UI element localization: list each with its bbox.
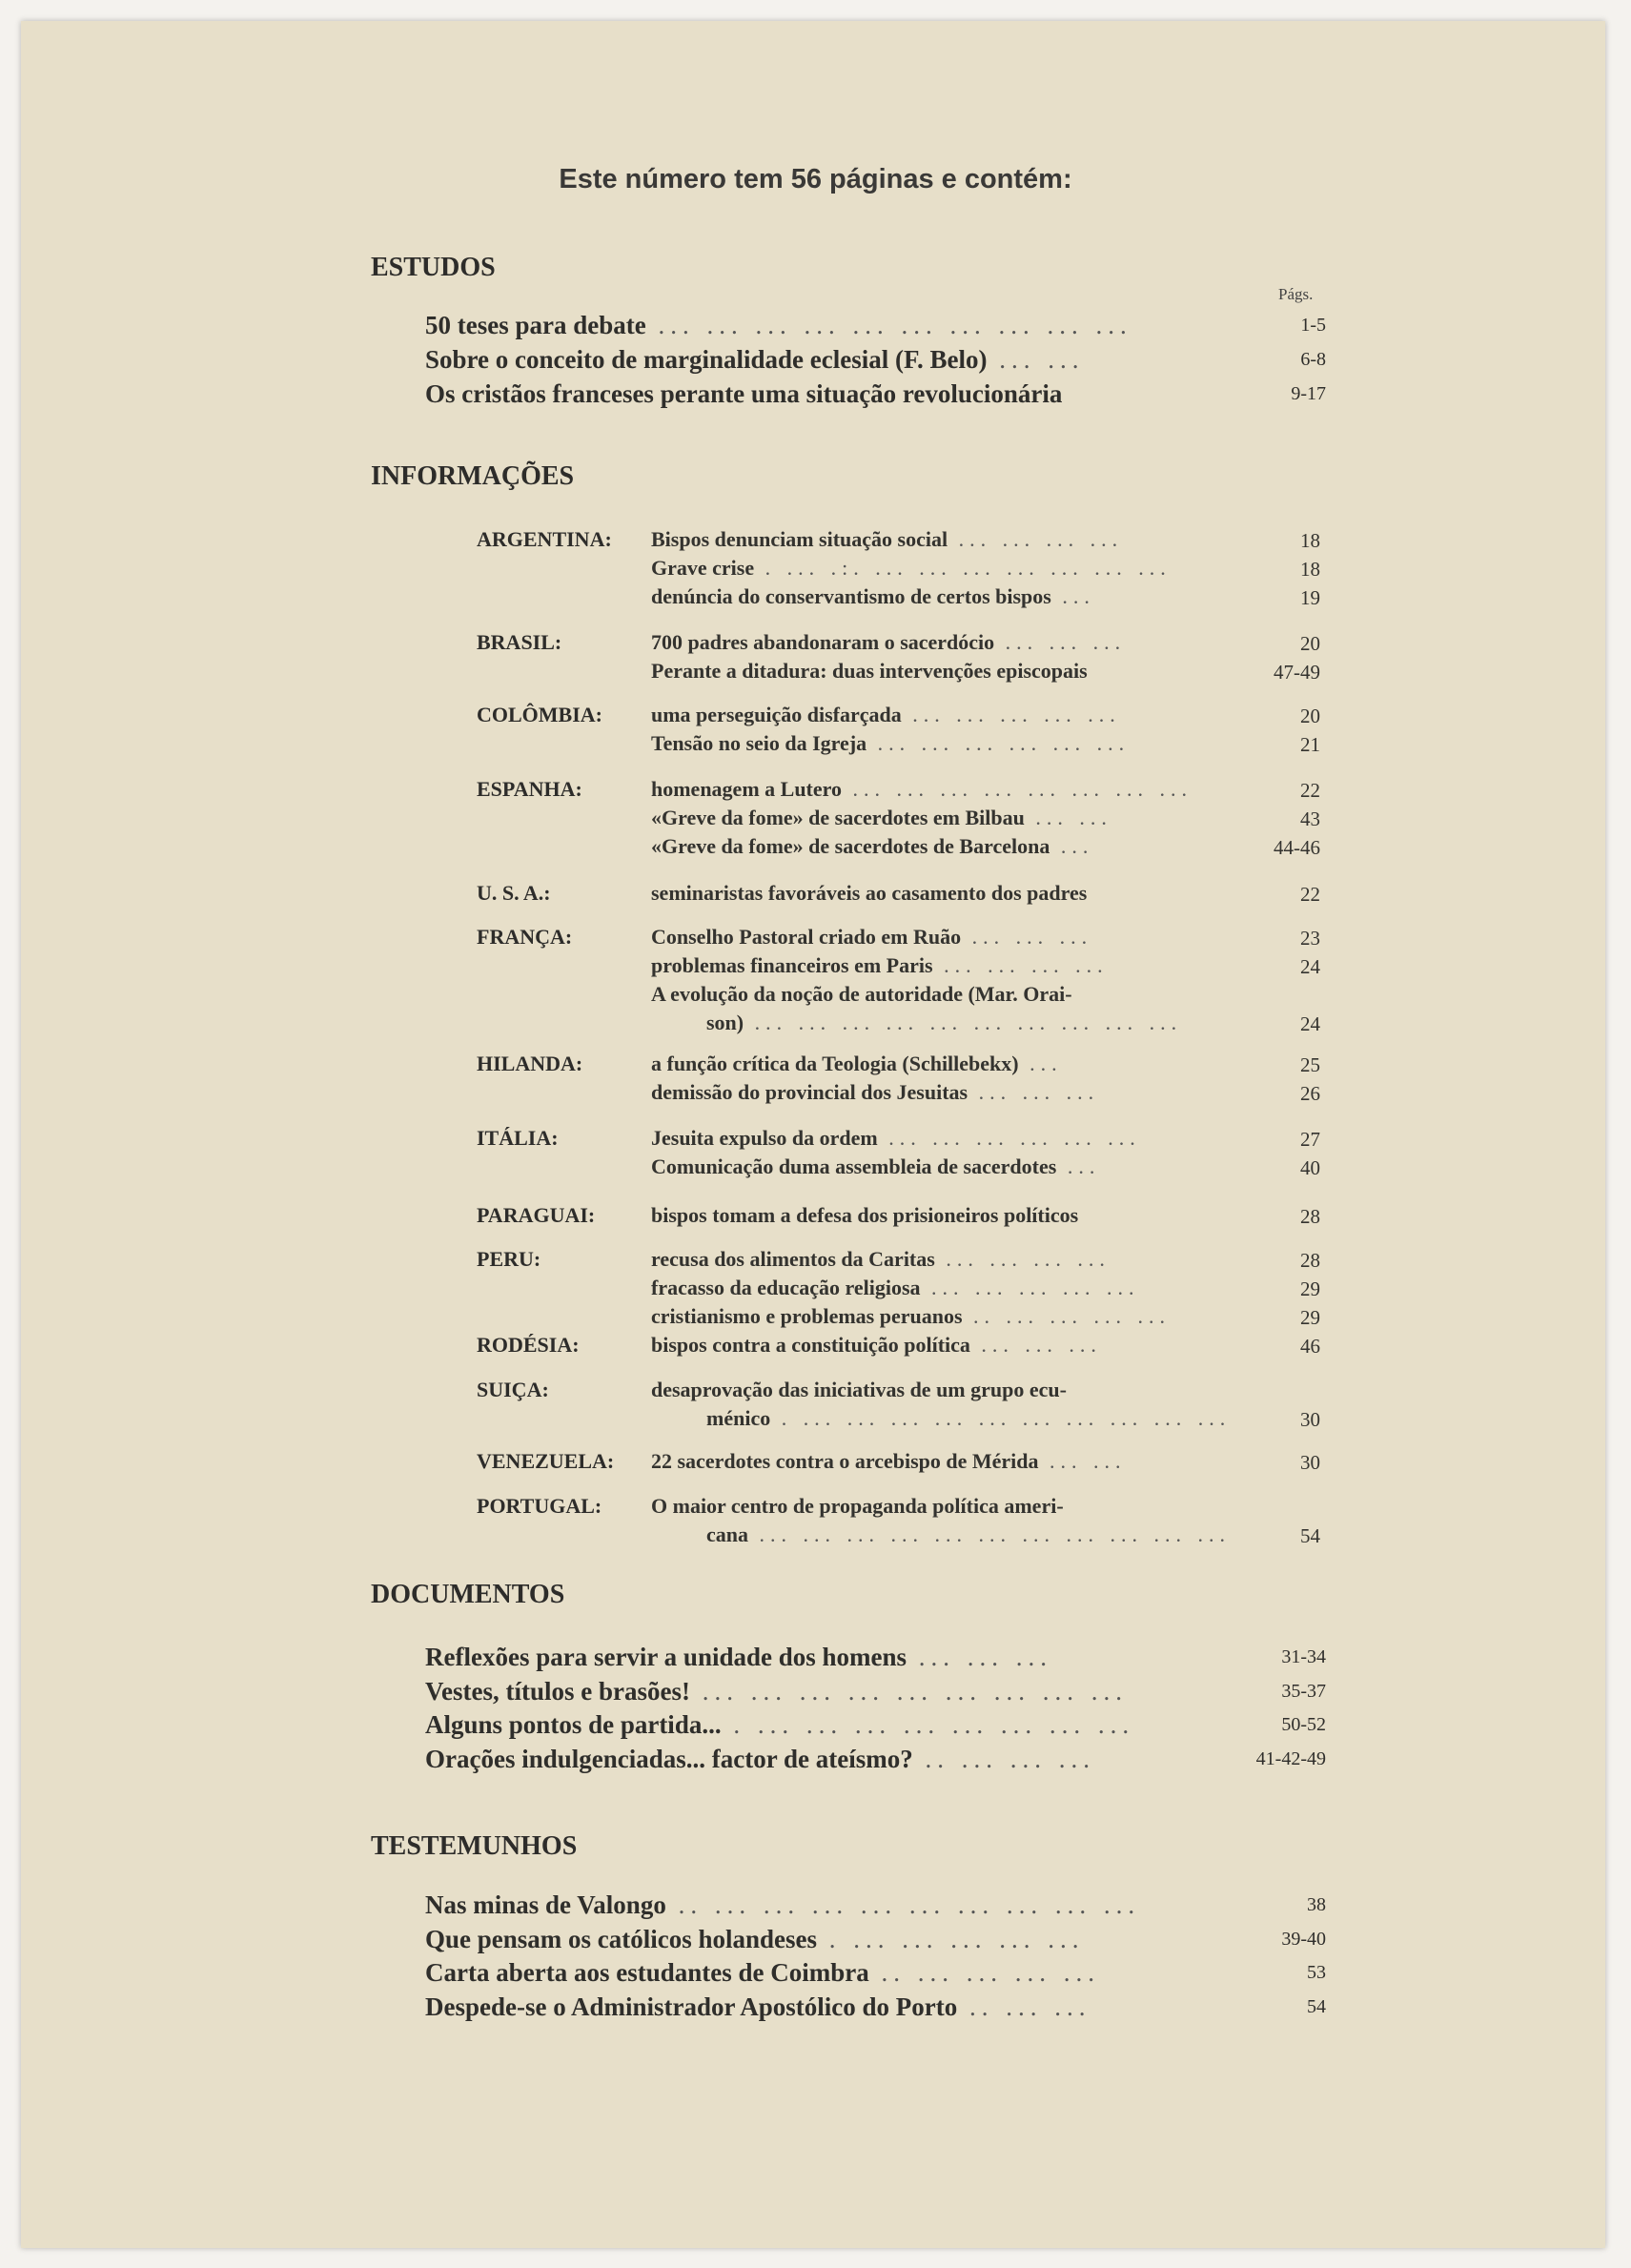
leader-dots: . ... ... ... ... ... [817,1925,1085,1953]
page-number: 29 [1300,1306,1320,1329]
leader-dots: ... ... ... ... [948,527,1124,551]
pages-column-label: Págs. [1278,285,1314,303]
toc-entry [651,1247,1320,1276]
page-number: 53 [1307,1962,1326,1983]
country-label: ARGENTINA: [477,527,612,551]
entry-title [706,1406,1264,1431]
country-label: HILANDA: [477,1052,583,1075]
entry-title [651,1449,1209,1474]
leader-dots: .. ... ... ... ... [868,1958,1100,1987]
leader-dots: .. ... ... ... ... ... ... ... ... ... [665,1890,1141,1919]
entry-title [651,1304,1209,1329]
entry-text: problemas financeiros em Paris [651,953,933,977]
leader-dots: . ... .:. ... ... ... ... ... ... ... [754,556,1172,580]
leader-dots: ... [1050,834,1094,858]
country-label: RODÉSIA: [477,1333,580,1357]
entry-title [651,1154,1209,1179]
entry-text: a função crítica da Teologia (Schillebekx) [651,1052,1019,1075]
entry-title [706,1011,1264,1035]
leader-dots: ... ... ... ... ... ... [877,1126,1141,1150]
entry-title [425,1677,1209,1706]
page-heading: Este número tem 56 páginas e contém: [559,164,1072,194]
country-label: SUIÇA: [477,1378,549,1401]
toc-entry [425,1677,1326,1711]
leader-dots: ... ... ... ... ... ... [866,731,1131,755]
page-number: 39-40 [1281,1929,1326,1950]
entry-text: bispos tomam a defesa dos prisioneiros políticos [651,1203,1079,1227]
entry-title [651,1494,1209,1519]
entry-text: Carta aberta aos estudantes de Coimbra [425,1958,869,1987]
page-number: 41-42-49 [1255,1748,1326,1769]
entry-title [651,1080,1209,1105]
toc-entry [425,1710,1326,1745]
page-number: 28 [1300,1249,1320,1272]
toc-entry [651,881,1320,909]
entry-text: fracasso da educação religiosa [651,1276,921,1299]
page-number: 35-37 [1281,1681,1326,1702]
leader-dots: . ... ... ... ... ... ... ... ... ... ... [770,1406,1232,1430]
page-number: 29 [1300,1277,1320,1300]
entry-title [706,1522,1264,1547]
toc-entry [651,777,1320,806]
toc-entry [651,556,1320,584]
toc-entry [651,806,1320,834]
country-label: PARAGUAI: [477,1203,596,1227]
entry-title [651,777,1209,802]
leader-dots: ... ... ... ... ... ... ... ... ... ... [645,311,1132,339]
page-number: 18 [1300,558,1320,581]
toc-entry [706,1011,1320,1039]
entry-title [425,311,1209,340]
toc-entry [425,1745,1326,1779]
entry-text: Reflexões para servir a unidade dos homens [425,1643,907,1671]
entry-text: Orações indulgenciadas... factor de ateísmo? [425,1745,913,1773]
entry-title [425,1745,1209,1774]
toc-entry [651,1449,1320,1478]
section-title-estudos: ESTUDOS [371,253,496,282]
page-number: 6-8 [1300,349,1326,370]
entry-text: «Greve da fome» de sacerdotes de Barcelona [651,834,1050,858]
entry-title [651,1378,1209,1402]
toc-entry [651,659,1320,687]
toc-entry [425,1643,1326,1677]
toc-entry [651,731,1320,760]
entry-title [651,527,1209,552]
entry-title [651,881,1209,906]
country-label: VENEZUELA: [477,1449,615,1473]
page-number: 30 [1300,1451,1320,1474]
entry-text: homenagem a Lutero [651,777,843,801]
entry-title [425,1890,1209,1920]
toc-entry [425,311,1326,345]
entry-title [651,659,1209,684]
page-number: 25 [1300,1053,1320,1076]
page-number: 31-34 [1281,1646,1326,1667]
entry-text: 22 sacerdotes contra o arcebispo de Mérida [651,1449,1039,1473]
entry-title [651,1126,1209,1151]
entry-title [651,556,1209,581]
entry-text: denúncia do conservantismo de certos bispos [651,584,1051,608]
page-number: 43 [1300,807,1320,830]
leader-dots: ... ... [1024,806,1112,829]
leader-dots: ... ... ... [961,925,1093,949]
toc-entry [425,345,1326,379]
toc-entry [651,1080,1320,1109]
entry-text: Conselho Pastoral criado em Ruão [651,925,962,949]
toc-entry [706,1522,1320,1551]
entry-text: Os cristãos franceses perante uma situação revolucionária [425,379,1063,408]
entry-title [651,1333,1209,1358]
page-number: 54 [1307,1996,1326,2017]
entry-title [425,379,1209,409]
leader-dots: .. ... ... ... [912,1745,1095,1773]
entry-text: Comunicação duma assembleia de sacerdotes [651,1154,1057,1178]
entry-text: demissão do provincial dos Jesuitas [651,1080,968,1104]
entry-title [651,834,1209,859]
page-number: 23 [1300,927,1320,950]
entry-title [425,1710,1209,1740]
page-number: 21 [1300,733,1320,756]
page-number: 20 [1300,705,1320,727]
entry-title [651,806,1209,830]
leader-dots: .. ... ... ... ... [962,1304,1172,1328]
page-number: 47-49 [1274,661,1320,684]
page-number: 22 [1300,779,1320,802]
toc-entry [706,1406,1320,1435]
entry-text: 50 teses para debate [425,311,646,339]
leader-dots: ... ... ... ... ... [901,703,1121,726]
entry-text: Vestes, títulos e brasões! [425,1677,690,1706]
toc-entry [425,1925,1326,1959]
entry-text: Grave crise [651,556,755,580]
entry-title [651,1276,1209,1300]
page-number: 24 [1300,1012,1320,1035]
leader-dots: ... [1018,1052,1063,1075]
entry-title [425,1958,1209,1988]
entry-text: seminaristas favoráveis ao casamento dos padres [651,881,1088,905]
entry-text: Despede-se o Administrador Apostólico do Porto [425,1992,958,2021]
page-number: 26 [1300,1082,1320,1105]
toc-entry [651,584,1320,613]
toc-entry [651,925,1320,953]
section-title-documentos: DOCUMENTOS [371,1580,565,1609]
page-number: 46 [1300,1335,1320,1358]
toc-entry [651,1052,1320,1080]
entry-text: Nas minas de Valongo [425,1890,666,1919]
toc-entry [425,1958,1326,1992]
leader-dots: ... [1056,1154,1101,1178]
leader-dots: ... ... ... [968,1080,1100,1104]
leader-dots: ... ... ... ... ... ... ... ... ... [689,1677,1128,1706]
country-label: PERU: [477,1247,541,1271]
entry-title [651,953,1209,978]
leader-dots: ... ... ... ... ... ... ... ... ... ... ... [748,1522,1231,1546]
leader-dots: ... ... [987,345,1085,374]
entry-text: ménico [706,1406,771,1430]
toc-entry [651,1203,1320,1232]
entry-title [651,703,1209,727]
entry-text: recusa dos alimentos da Caritas [651,1247,935,1271]
entry-text: son) [706,1011,744,1034]
toc-entry [651,834,1320,863]
toc-entry [651,1378,1320,1406]
leader-dots: ... ... ... ... [932,953,1109,977]
entry-title [425,1643,1209,1672]
entry-title [425,1992,1209,2022]
leader-dots: ... ... ... [994,630,1127,654]
toc-entry [651,527,1320,556]
leader-dots: . ... ... ... ... ... ... ... ... [721,1710,1135,1739]
leader-dots: ... [1050,584,1095,608]
leader-dots: ... ... ... ... [934,1247,1111,1271]
page-number: 27 [1300,1128,1320,1151]
entry-text: Alguns pontos de partida... [425,1710,722,1739]
toc-entry [651,703,1320,731]
page-number: 18 [1300,529,1320,552]
leader-dots: ... ... ... [969,1333,1102,1357]
section-title-informacoes: INFORMAÇÕES [371,461,575,491]
entry-text: bispos contra a constituição política [651,1333,970,1357]
leader-dots: ... ... ... ... ... ... ... ... ... ... [744,1011,1183,1034]
page-number: 24 [1300,955,1320,978]
page-number: 50-52 [1281,1714,1326,1735]
page-number: 19 [1300,586,1320,609]
leader-dots: ... ... ... ... ... [920,1276,1140,1299]
toc-entry [651,1304,1320,1333]
entry-text: uma perseguição disfarçada [651,703,902,726]
page-number: 30 [1300,1408,1320,1431]
entry-text: cristianismo e problemas peruanos [651,1304,963,1328]
entry-title [425,1925,1209,1954]
entry-text: Que pensam os católicos holandeses [425,1925,818,1953]
entry-text: Bispos denunciam situação social [651,527,948,551]
entry-title [651,1052,1209,1076]
page-number: 20 [1300,632,1320,655]
toc-entry [651,1494,1320,1522]
leader-dots: ... ... [1038,1449,1127,1473]
entry-text: 700 padres abandonaram o sacerdócio [651,630,995,654]
entry-title [651,982,1209,1007]
toc-entry [651,1126,1320,1154]
page-number: 44-46 [1274,836,1320,859]
entry-title [425,345,1209,375]
toc-entry [651,1276,1320,1304]
entry-text: Perante a ditadura: duas intervenções episcopais [651,659,1088,683]
entry-text: Tensão no seio da Igreja [651,731,867,755]
entry-text: desaprovação das iniciativas de um grupo ecu- [651,1378,1067,1401]
entry-title [651,630,1209,655]
entry-text: Jesuita expulso da ordem [651,1126,878,1150]
toc-entry [651,953,1320,982]
leader-dots: ... ... ... [907,1643,1053,1671]
toc-entry [651,1154,1320,1183]
toc-entry [651,1333,1320,1361]
country-label: U. S. A.: [477,881,551,905]
entry-text: «Greve da fome» de sacerdotes em Bilbau [651,806,1025,829]
entry-title [651,731,1209,756]
country-label: PORTUGAL: [477,1494,602,1518]
page-number: 38 [1307,1894,1326,1915]
entry-title [651,584,1209,609]
section-title-testemunhos: TESTEMUNHOS [371,1831,578,1861]
country-label: BRASIL: [477,630,562,654]
entry-text: Sobre o conceito de marginalidade eclesial (F. Belo) [425,345,988,374]
leader-dots: .. ... ... [957,1992,1091,2021]
page-number: 22 [1300,883,1320,906]
entry-text: O maior centro de propaganda política ameri- [651,1494,1064,1518]
entry-title [651,1203,1209,1228]
country-label: FRANÇA: [477,925,573,949]
page-number: 40 [1300,1156,1320,1179]
country-label: COLÔMBIA: [477,703,602,726]
entry-text: A evolução da noção de autoridade (Mar. Orai- [651,982,1072,1006]
toc-entry [651,630,1320,659]
toc-entry [425,1992,1326,2027]
entry-title [651,925,1209,950]
toc-entry [425,1890,1326,1925]
page-number: 1-5 [1300,315,1326,336]
page-number: 9-17 [1291,383,1326,404]
country-label: ITÁLIA: [477,1126,559,1150]
page-number: 28 [1300,1205,1320,1228]
toc-entry [425,379,1326,414]
toc-entry [651,982,1320,1011]
country-label: ESPANHA: [477,777,582,801]
entry-text: cana [706,1522,748,1546]
leader-dots: ... ... ... ... ... ... ... ... [842,777,1193,801]
page-number: 54 [1300,1524,1320,1547]
entry-title [651,1247,1209,1272]
